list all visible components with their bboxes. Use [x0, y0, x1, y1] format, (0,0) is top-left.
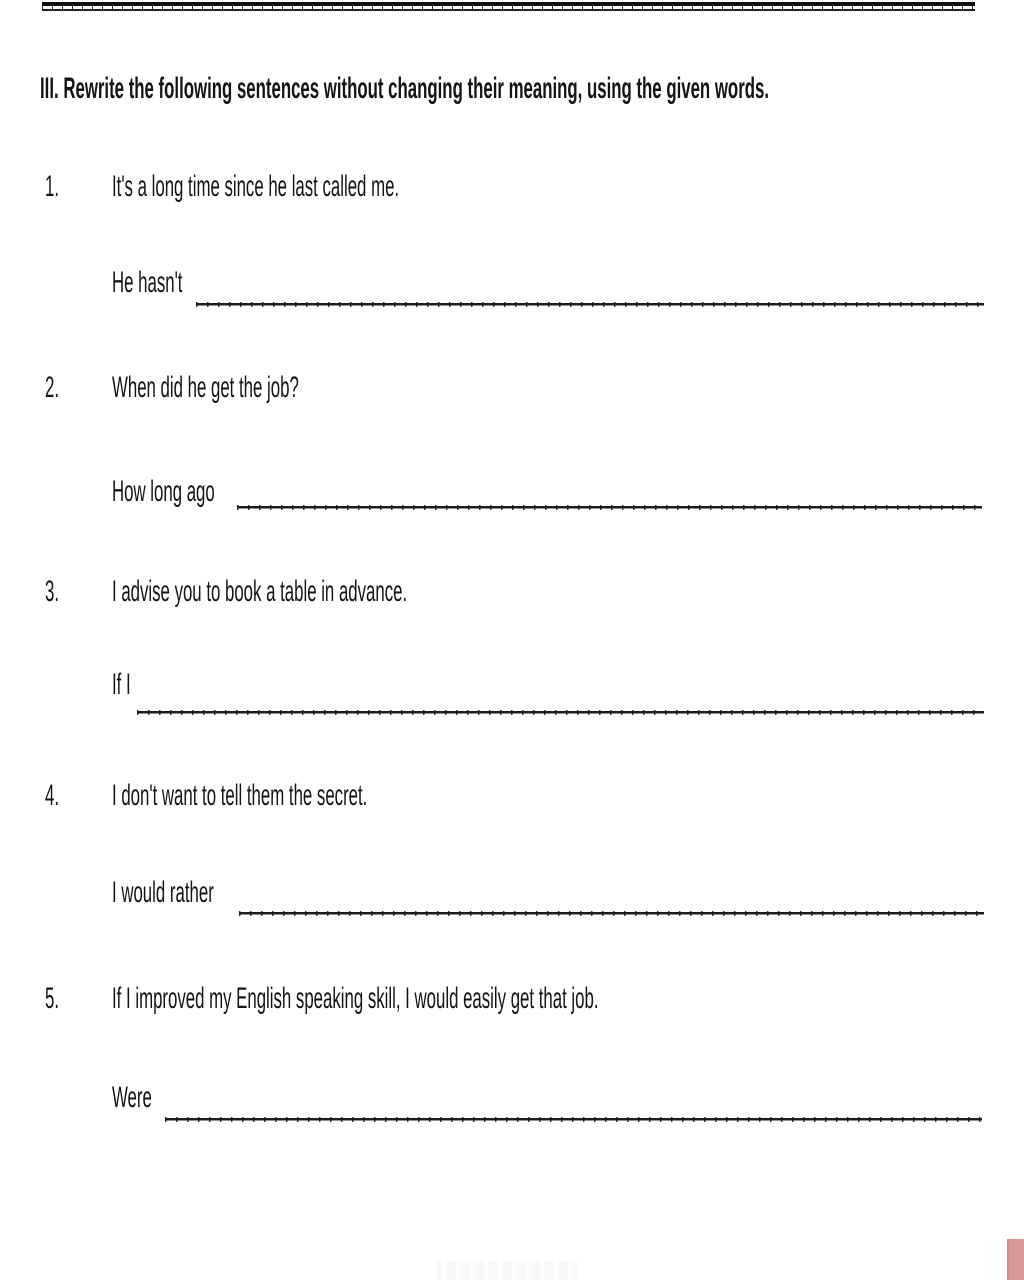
- item-number: 1.: [45, 170, 60, 203]
- answer-starter: I would rather: [112, 876, 214, 909]
- item-number: 2.: [45, 371, 60, 404]
- answer-starter: If I: [112, 668, 131, 701]
- item-sentence: I advise you to book a table in advance.: [112, 575, 408, 608]
- watermark: [437, 1261, 577, 1280]
- top-border-line: [42, 2, 975, 11]
- answer-blank-line: [239, 911, 984, 916]
- item-sentence: When did he get the job?: [112, 371, 299, 404]
- answer-blank-line: [137, 710, 984, 715]
- item-number: 5.: [45, 982, 60, 1015]
- item-number: 3.: [45, 575, 60, 608]
- item-sentence: I don't want to tell them the secret.: [112, 779, 368, 812]
- answer-blank-line: [237, 505, 982, 510]
- item-number: 4.: [45, 779, 60, 812]
- answer-starter: He hasn't: [112, 266, 183, 299]
- section-title-text: III. Rewrite the following sentences without changing their meaning, using the given words.: [40, 72, 770, 105]
- page-corner-marker: [1007, 1239, 1024, 1280]
- answer-blank-line: [196, 302, 984, 307]
- answer-blank-line: [165, 1117, 982, 1122]
- item-sentence: It's a long time since he last called me.: [112, 170, 400, 203]
- item-sentence: If I improved my English speaking skill, I would easily get that job.: [112, 982, 599, 1015]
- answer-starter: How long ago: [112, 475, 215, 508]
- section-title: [40, 72, 1024, 106]
- answer-starter: Were: [112, 1081, 152, 1114]
